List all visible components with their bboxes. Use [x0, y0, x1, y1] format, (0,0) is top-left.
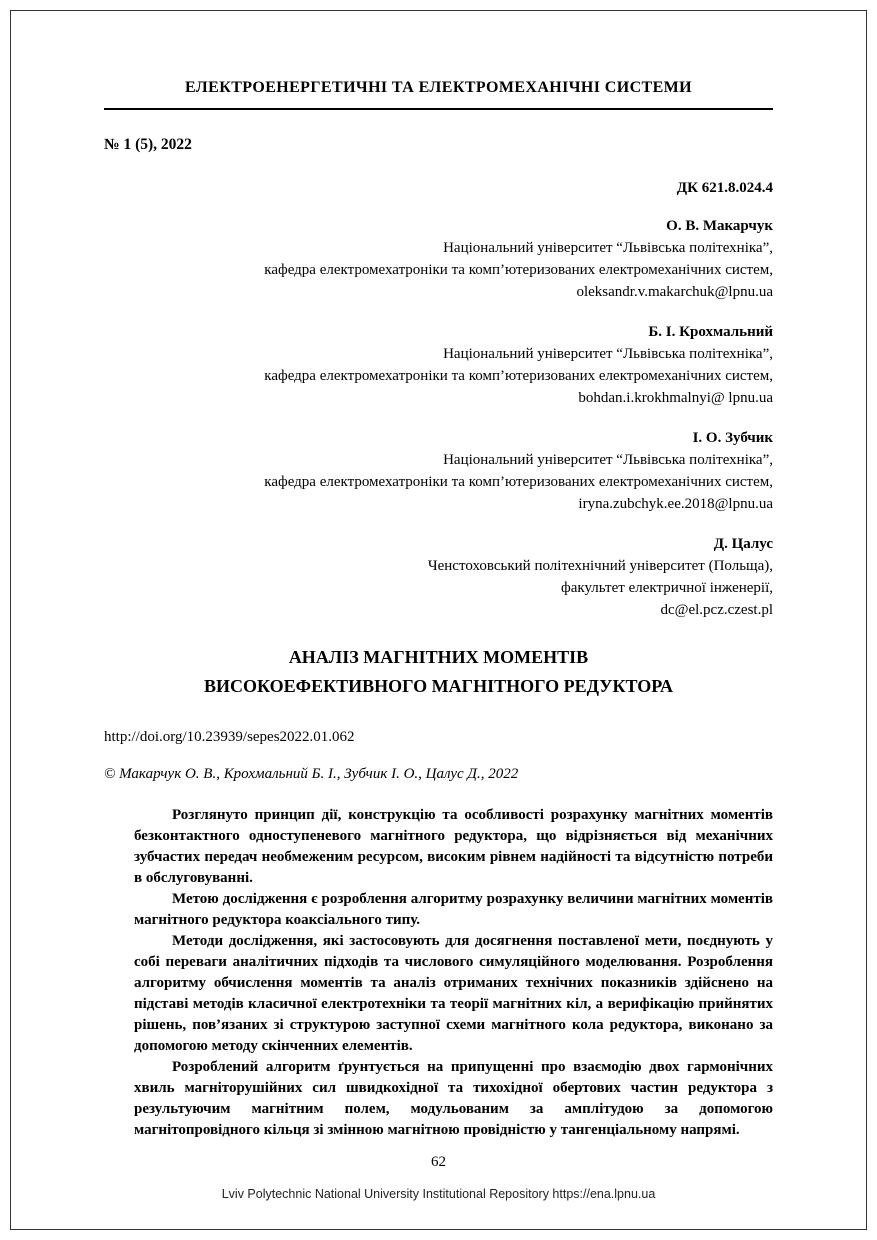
doi-link: http://doi.org/10.23939/sepes2022.01.062 [104, 729, 355, 745]
abstract-paragraph: Розглянуто принцип дії, конструкцію та особливості розрахунку магнітних моментів безконтактного одноступеневого магнітного редуктора, що відрізняється від механічних зубчастих передач необмеженим ресурсом, високим рівнем надійності та відсутністю потреби в обслуговуванні. [134, 807, 773, 886]
abstract-paragraph: Метою дослідження є розроблення алгоритму розрахунку величини магнітних моментів магнітного редуктора коаксіального типу. [134, 891, 773, 928]
author-name: Б. І. Крохмальний [648, 324, 773, 340]
author-name: І. О. Зубчик [692, 430, 773, 446]
author-name: Д. Цалус [713, 536, 773, 552]
paper-title-line1: АНАЛІЗ МАГНІТНИХ МОМЕНТІВ [288, 647, 589, 667]
abstract-section [104, 805, 773, 1141]
author-affiliation: Національний університет “Львівська політехніка”, [443, 346, 773, 362]
author-affiliation: кафедра електромехатроніки та комп’ютеризованих електромеханічних систем, [264, 262, 773, 278]
author-block [104, 427, 773, 515]
author-affiliation: Національний університет “Львівська політехніка”, [443, 452, 773, 468]
author-affiliation: кафедра електромехатроніки та комп’ютеризованих електромеханічних систем, [264, 474, 773, 490]
abstract-paragraph: Методи дослідження, які застосовують для досягнення поставленої мети, поєднують у собі переваги аналітичних підходів та числового симуляційного моделювання. Розроблення алгоритму обчислення моментів та аналіз отриманих технічних показників здійснено на підставі методів класичної електротехніки та теорії магнітних кіл, а верифікацію прийнятих рішень, пов’язаних зі структурою заступної схеми магнітного кола редуктора, виконано за допомогою методу скінченних елементів. [134, 933, 773, 1054]
author-block [104, 533, 773, 621]
authors-section [104, 215, 773, 621]
page-number: 62 [431, 1154, 446, 1170]
author-affiliation: факультет електричної інженерії, [561, 580, 773, 596]
author-name: О. В. Макарчук [666, 218, 773, 234]
author-email: dc@el.pcz.czest.pl [660, 602, 773, 618]
author-affiliation: Національний університет “Львівська політехніка”, [443, 240, 773, 256]
author-block [104, 321, 773, 409]
udc-code: ДК 621.8.024.4 [676, 180, 773, 196]
author-block [104, 215, 773, 303]
issue-number: № 1 (5), 2022 [104, 136, 192, 153]
author-affiliation: Ченстоховський політехнічний університет (Польща), [427, 558, 773, 574]
paper-title-line2: ВИСОКОЕФЕКТИВНОГО МАГНІТНОГО РЕДУКТОРА [204, 676, 673, 696]
author-affiliation: кафедра електромехатроніки та комп’ютеризованих електромеханічних систем, [264, 368, 773, 384]
abstract-paragraph: Розроблений алгоритм ґрунтується на припущенні про взаємодію двох гармонічних хвиль магніторушійних сил швидкохідної та тихохідної обертових частин редуктора з результуючим магнітним полем, модульованим за амплітудою за допомогою магнітопровідного кільця зі змінною магнітною провідністю у тангенціальному напрямі. [134, 1059, 773, 1138]
paper-page [10, 10, 867, 1230]
author-email: iryna.zubchyk.ee.2018@lpnu.ua [578, 496, 773, 512]
repository-footer: Lviv Polytechnic National University Institutional Repository https://ena.lpnu.ua [221, 1187, 656, 1201]
journal-header: ЕЛЕКТРОЕНЕРГЕТИЧНІ ТА ЕЛЕКТРОМЕХАНІЧНІ СИСТЕМИ [104, 79, 773, 110]
paper-title [104, 643, 773, 701]
author-email: bohdan.i.krokhmalnyi@ lpnu.ua [578, 390, 773, 406]
author-email: oleksandr.v.makarchuk@lpnu.ua [576, 284, 773, 300]
copyright-line: © Макарчук О. В., Крохмальний Б. І., Зубчик І. О., Цалус Д., 2022 [104, 766, 519, 782]
